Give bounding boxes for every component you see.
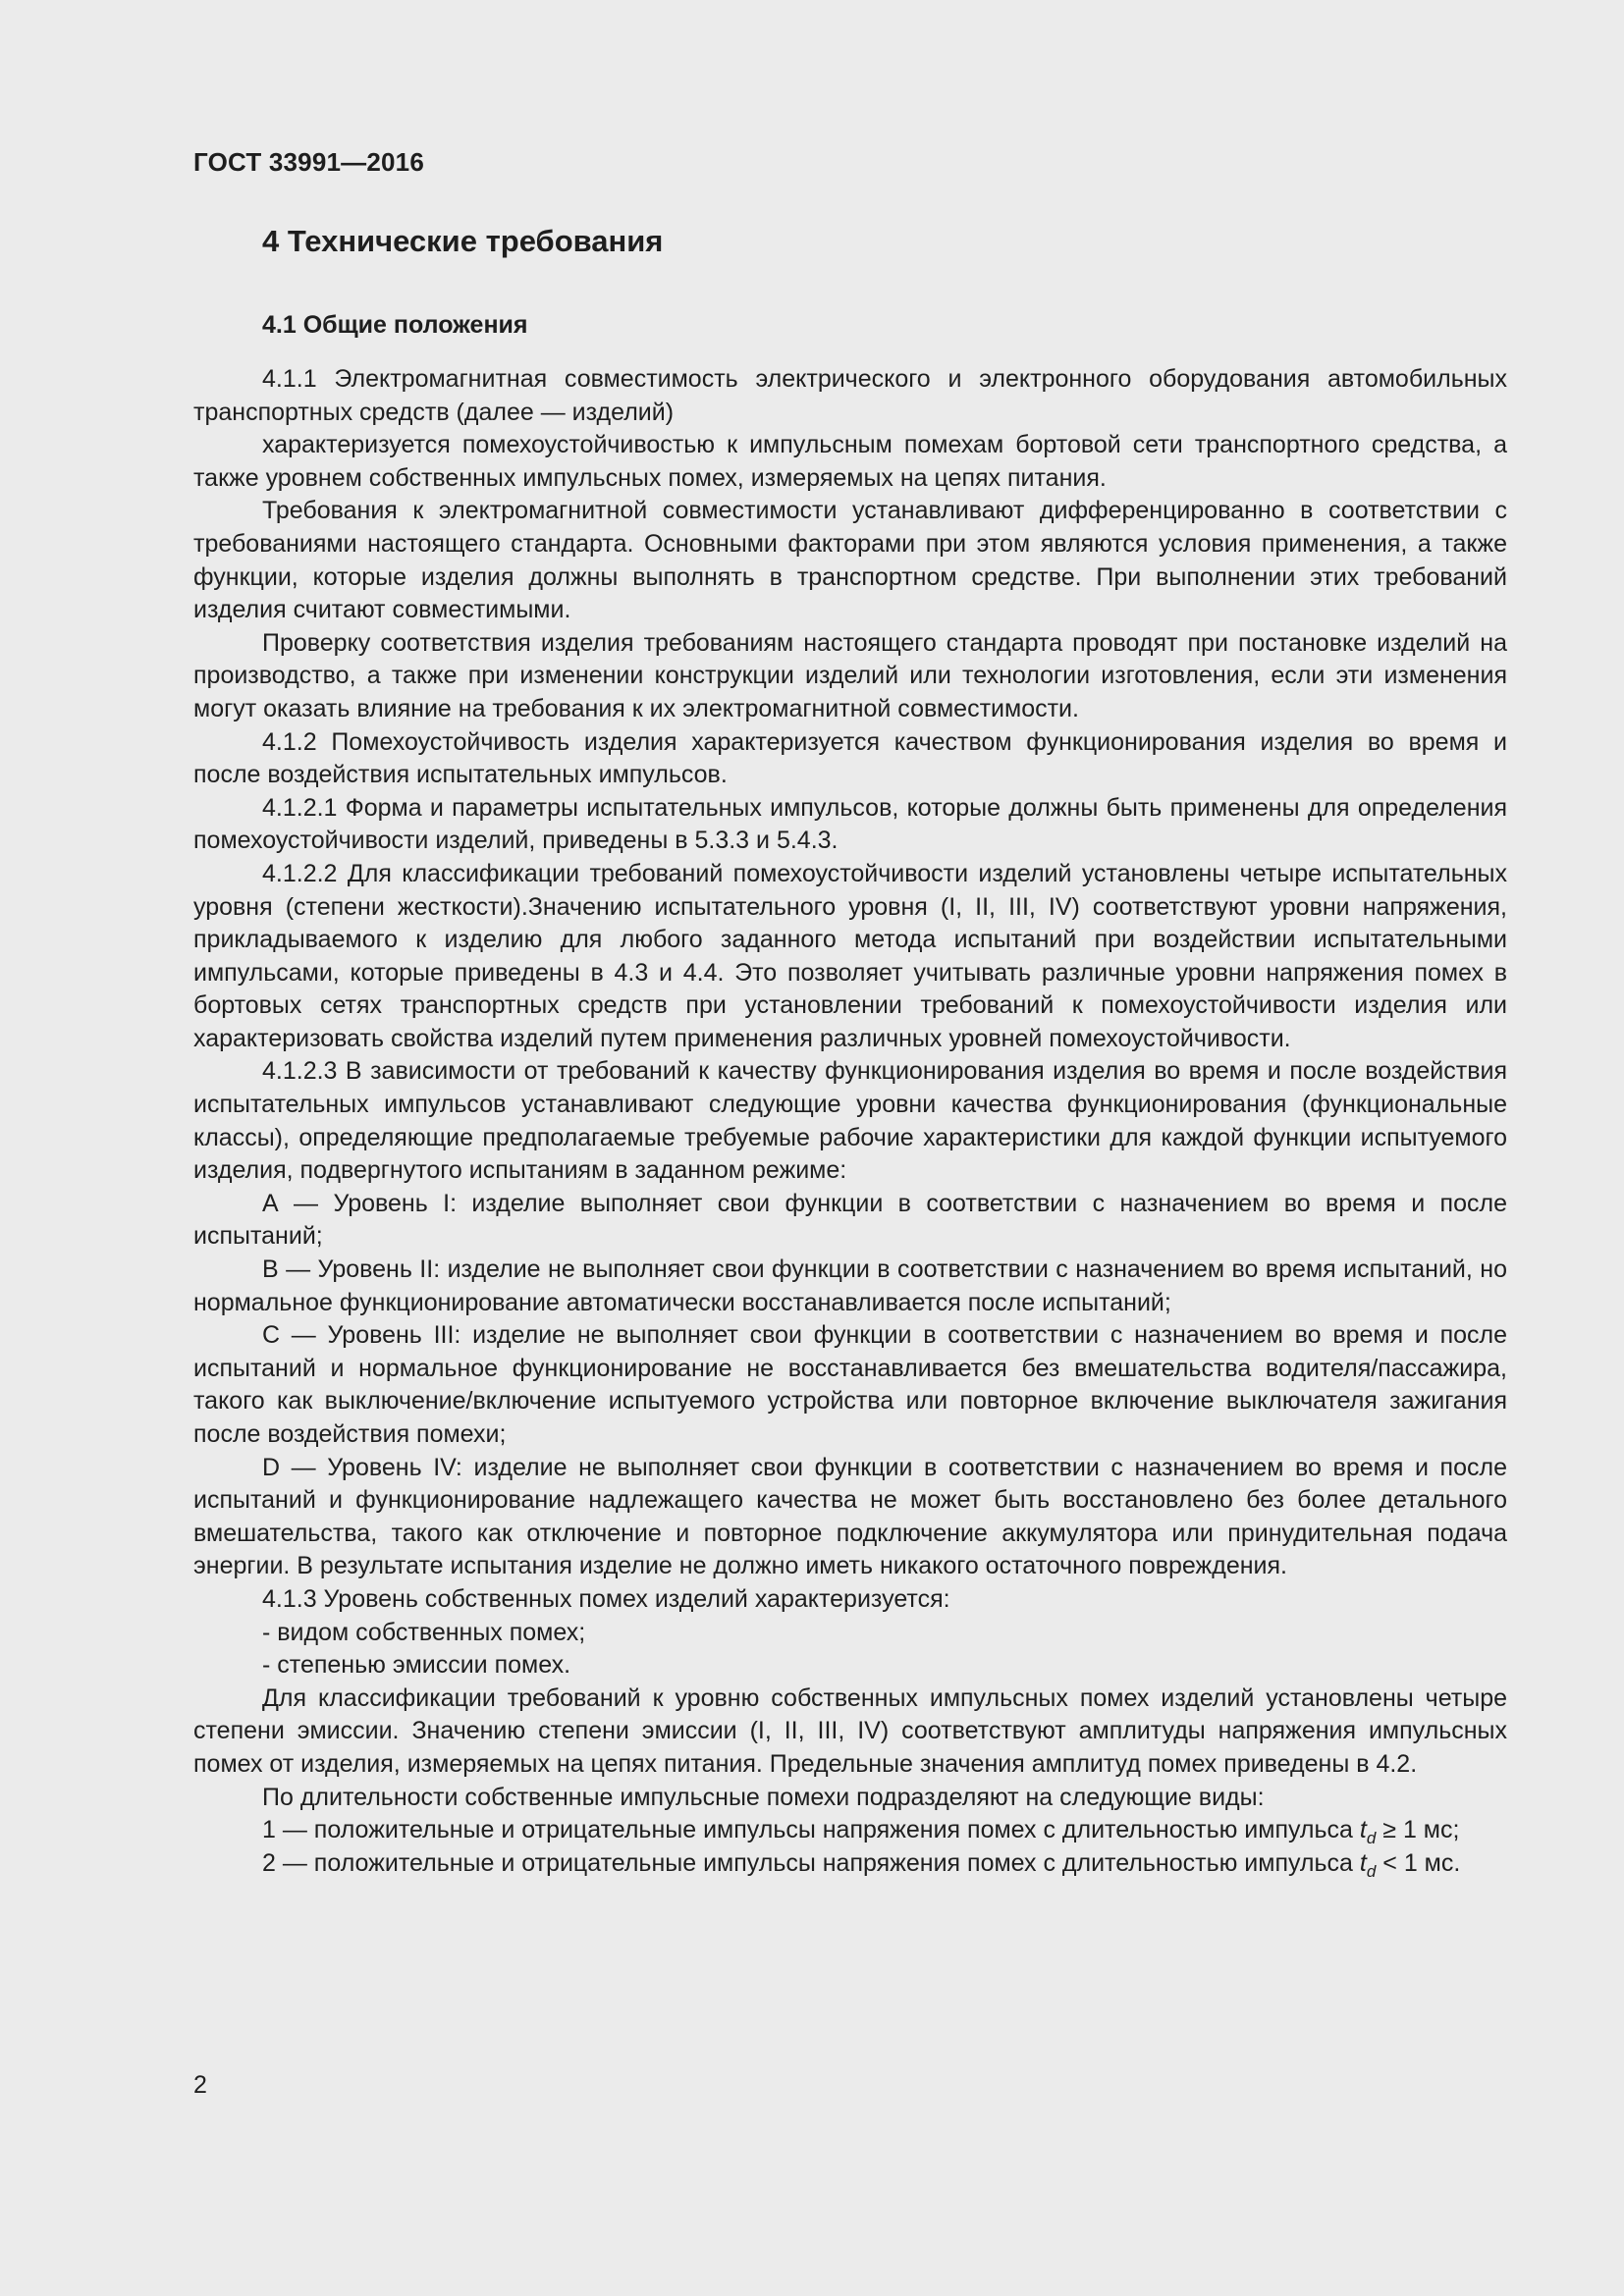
paragraph-4-1-3: 4.1.3 Уровень собственных помех изделий характеризуется: [262,1584,950,1613]
list-item: - степенью эмиссии помех. [262,1651,571,1680]
paragraph-level-c: С — Уровень III: изделие не выполняет свои функции в соответствии с назначением во время и после испытаний и нормальное функционирование не восстанавливается без вмешательства водителя/пассажира, такого как выключение/включение испытуемого устройства или повторное включение выключателя зажигания после воздействия помехи; [193,1321,1507,1448]
document-header: ГОСТ 33991—2016 [193,147,424,177]
variable-subscript: d [1366,1829,1377,1848]
paragraph-emission-classification: Для классификации требований к уровню собственных импульсных помех изделий установлены четыре степени эмиссии. Значению степени эмиссии (I, II, III, IV) соответствуют амплитуды напряжения импульсных помех от изделия, измеряемых на цепях питания. Предельные значения амплитуд помех приведены в 4.2. [193,1683,1507,1778]
paragraph-duration-types: По длительности собственные импульсные помехи подразделяют на следующие виды: [262,1783,1265,1811]
type-2-text: 2 — положительные и отрицательные импульсы напряжения помех с длительностью импульса [262,1848,1353,1877]
type-1-condition: ≥ 1 мс; [1376,1816,1460,1844]
type-1-text: 1 — положительные и отрицательные импульсы напряжения помех с длительностью импульса [262,1816,1353,1844]
paragraph-continuation: характеризуется помехоустойчивостью к импульсным помехам бортовой сети транспортного средства, а также уровнем собственных импульсных помех, измеряемых на цепях питания. [193,431,1507,492]
paragraph-type-2 [193,1847,1507,1881]
section-title: 4 Технические требования [262,224,664,258]
paragraph-4-1-2-1: 4.1.2.1 Форма и параметры испытательных импульсов, которые должны быть применены для определения помехоустойчивости изделий, приведены в 5.3.3 и 5.4.3. [193,793,1507,855]
paragraph-4-1-2-2: 4.1.2.2 Для классификации требований помехоустойчивости изделий установлены четыре испытательных уровня (степени жесткости).Значению испытательного уровня (I, II, III, IV) соответствуют уровни напряжения, прикладываемого к изделию для любого заданного метода испытаний при воздействии испытательными импульсами, которые приведены в 4.3 и 4.4. Это позволяет учитывать различные уровни напряжения помех в бортовых сетях транспортных средств при установлении требований к помехоустойчивости изделия или характеризовать свойства изделий путем применения различных уровней помехоустойчивости. [193,859,1507,1052]
variable-subscript: d [1366,1861,1377,1881]
duration-variable [1359,1848,1377,1881]
paragraph-verification: Проверку соответствия изделия требованиям настоящего стандарта проводят при постановке изделий на производство, а также при изменении конструкции изделий или технологии изготовления, если эти изменения могут оказать влияние на требования к их электромагнитной совместимости. [193,628,1507,722]
paragraph-4-1-2-3: 4.1.2.3 В зависимости от требований к качеству функционирования изделия во время и после воздействия испытательных импульсов устанавливают следующие уровни качества функционирования (функциональные классы), определяющие предполагаемые требуемые рабочие характеристики для каждой функции испытуемого изделия, подвергнутого испытаниям в заданном режиме: [193,1057,1507,1185]
paragraph-level-a: А — Уровень I: изделие выполняет свои функции в соответствии с назначением во время и после испытаний; [193,1189,1507,1251]
variable-symbol: t [1359,1848,1367,1877]
page-number: 2 [193,2071,207,2099]
paragraph-4-1-1: 4.1.1 Электромагнитная совместимость электрического и электронного оборудования автомобильных транспортных средств (далее — изделий) [193,365,1507,426]
type-2-condition: < 1 мс. [1376,1848,1461,1877]
page-content [193,222,1507,1880]
paragraph-4-1-2: 4.1.2 Помехоустойчивость изделия характеризуется качеством функционирования изделия во время и после воздействия испытательных импульсов. [193,727,1507,789]
duration-variable [1359,1816,1377,1848]
paragraph-level-b: В — Уровень II: изделие не выполняет свои функции в соответствии с назначением во время испытаний, но нормальное функционирование автоматически восстанавливается после испытаний; [193,1255,1507,1316]
subsection-title: 4.1 Общие положения [262,311,528,339]
variable-symbol: t [1359,1816,1367,1844]
paragraph-requirements: Требования к электромагнитной совместимости устанавливают дифференцированно в соответствии с требованиями настоящего стандарта. Основными факторами при этом являются условия применения, а также функции, которые изделия должны выполнять в транспортном средстве. При выполнении этих требований изделия считают совместимыми. [193,497,1507,624]
list-item: - видом собственных помех; [262,1618,586,1646]
paragraph-type-1 [193,1814,1507,1847]
paragraph-level-d: D — Уровень IV: изделие не выполняет свои функции в соответствии с назначением во время и после испытаний и функционирование надлежащего качества не может быть восстановлено без более детального вмешательства, такого как отключение и повторное подключение аккумулятора или принудительная подача энергии. В результате испытания изделие не должно иметь никакого остаточного повреждения. [193,1453,1507,1580]
